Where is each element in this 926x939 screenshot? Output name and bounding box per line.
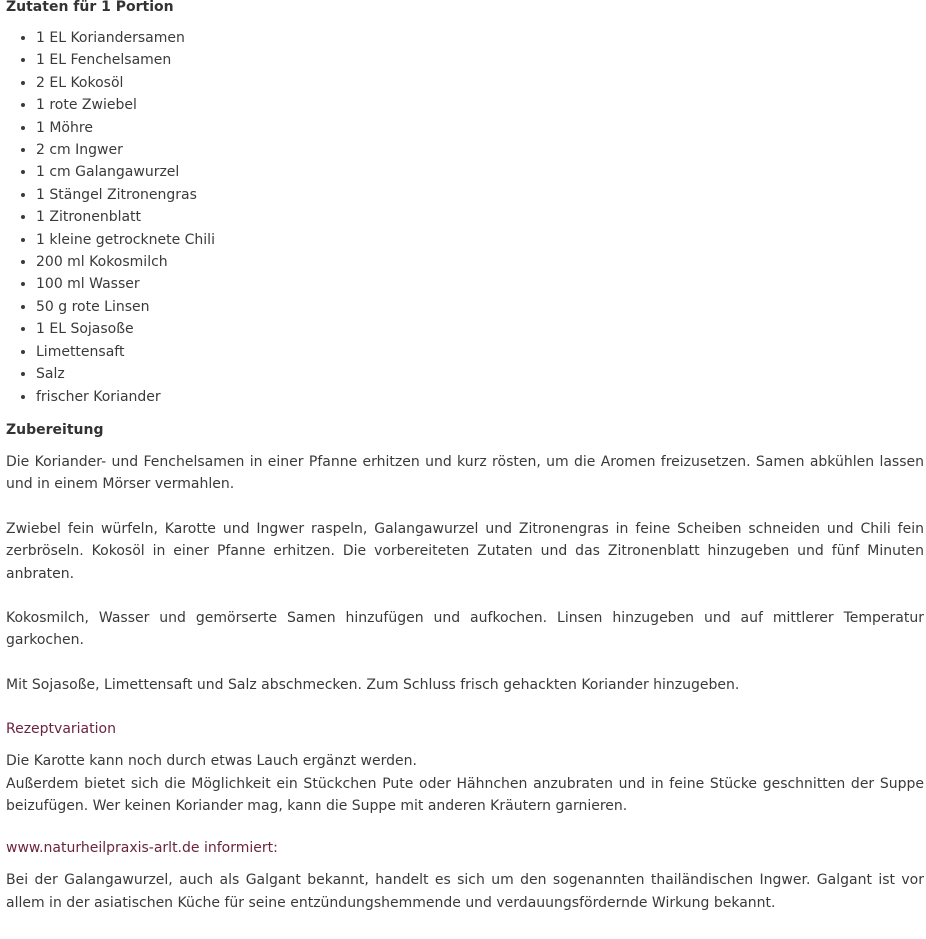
ingredients-list	[6, 27, 924, 408]
preparation-heading: Zubereitung	[6, 421, 104, 438]
ingredient-item: • 50 g rote Linsen	[36, 296, 924, 318]
ingredient-item: • 2 cm Ingwer	[36, 139, 924, 161]
ingredient-item: • Salz	[36, 363, 924, 385]
preparation-paragraph: Die Koriander- und Fenchelsamen in einer Pfanne erhitzen und kurz rösten, um die Aromen freizusetzen. Samen abkühlen lassen und in einem Mörser vermahlen.	[6, 453, 924, 493]
ingredient-item: • 1 cm Galangawurzel	[36, 161, 924, 183]
info-text: Bei der Galangawurzel, auch als Galgant bekannt, handelt es sich um den sogenannten thailändischen Ingwer. Galgant ist vor allem in der asiatischen Küche für seine entzündungshemmende und verdauungsfördernde Wirkung bekannt.	[6, 872, 924, 911]
ingredient-item: • 1 Zitronenblatt	[36, 206, 924, 228]
ingredient-item: • Limettensaft	[36, 341, 924, 363]
ingredient-item: • 2 EL Kokosöl	[36, 72, 924, 94]
ingredients-heading: Zutaten für 1 Portion	[6, 0, 174, 15]
ingredient-item: • 200 ml Kokosmilch	[36, 251, 924, 273]
preparation-paragraph: Kokosmilch, Wasser und gemörserte Samen hinzufügen und aufkochen. Linsen hinzugeben und auf mittlerer Temperatur garkochen.	[6, 609, 924, 649]
variation-line: Außerdem bietet sich die Möglichkeit ein Stückchen Pute oder Hähnchen anzubraten und in feine Stücke geschnitten der Suppe beizufügen. Wer keinen Koriander mag, kann die Suppe mit anderen Kräutern garnieren.	[6, 775, 924, 814]
ingredient-item: • 1 Stängel Zitronengras	[36, 184, 924, 206]
ingredient-item: • frischer Koriander	[36, 386, 924, 408]
variation-line: Die Karotte kann noch durch etwas Lauch ergänzt werden.	[6, 753, 417, 770]
variation-text	[6, 750, 924, 817]
preparation-paragraph: Mit Sojasoße, Limettensaft und Salz abschmecken. Zum Schluss frisch gehackten Koriander hinzugeben.	[6, 676, 740, 693]
ingredient-item: • 1 EL Sojasoße	[36, 318, 924, 340]
ingredient-item: • 1 Möhre	[36, 117, 924, 139]
ingredient-item: • 1 EL Fenchelsamen	[36, 49, 924, 71]
info-heading: www.naturheilpraxis-arlt.de informiert:	[6, 840, 278, 857]
ingredient-item: • 1 kleine getrocknete Chili	[36, 229, 924, 251]
ingredient-item: • 1 rote Zwiebel	[36, 94, 924, 116]
preparation-paragraph: Zwiebel fein würfeln, Karotte und Ingwer raspeln, Galangawurzel und Zitronengras in feine Scheiben schneiden und Chili fein zerbröseln. Kokosöl in einer Pfanne erhitzen. Die vorbereiteten Zutaten und das Zitronenblatt hinzugeben und fünf Minuten anbraten.	[6, 520, 924, 582]
ingredient-item: • 100 ml Wasser	[36, 273, 924, 295]
variation-heading: Rezeptvariation	[6, 721, 116, 738]
ingredient-item: • 1 EL Koriandersamen	[36, 27, 924, 49]
